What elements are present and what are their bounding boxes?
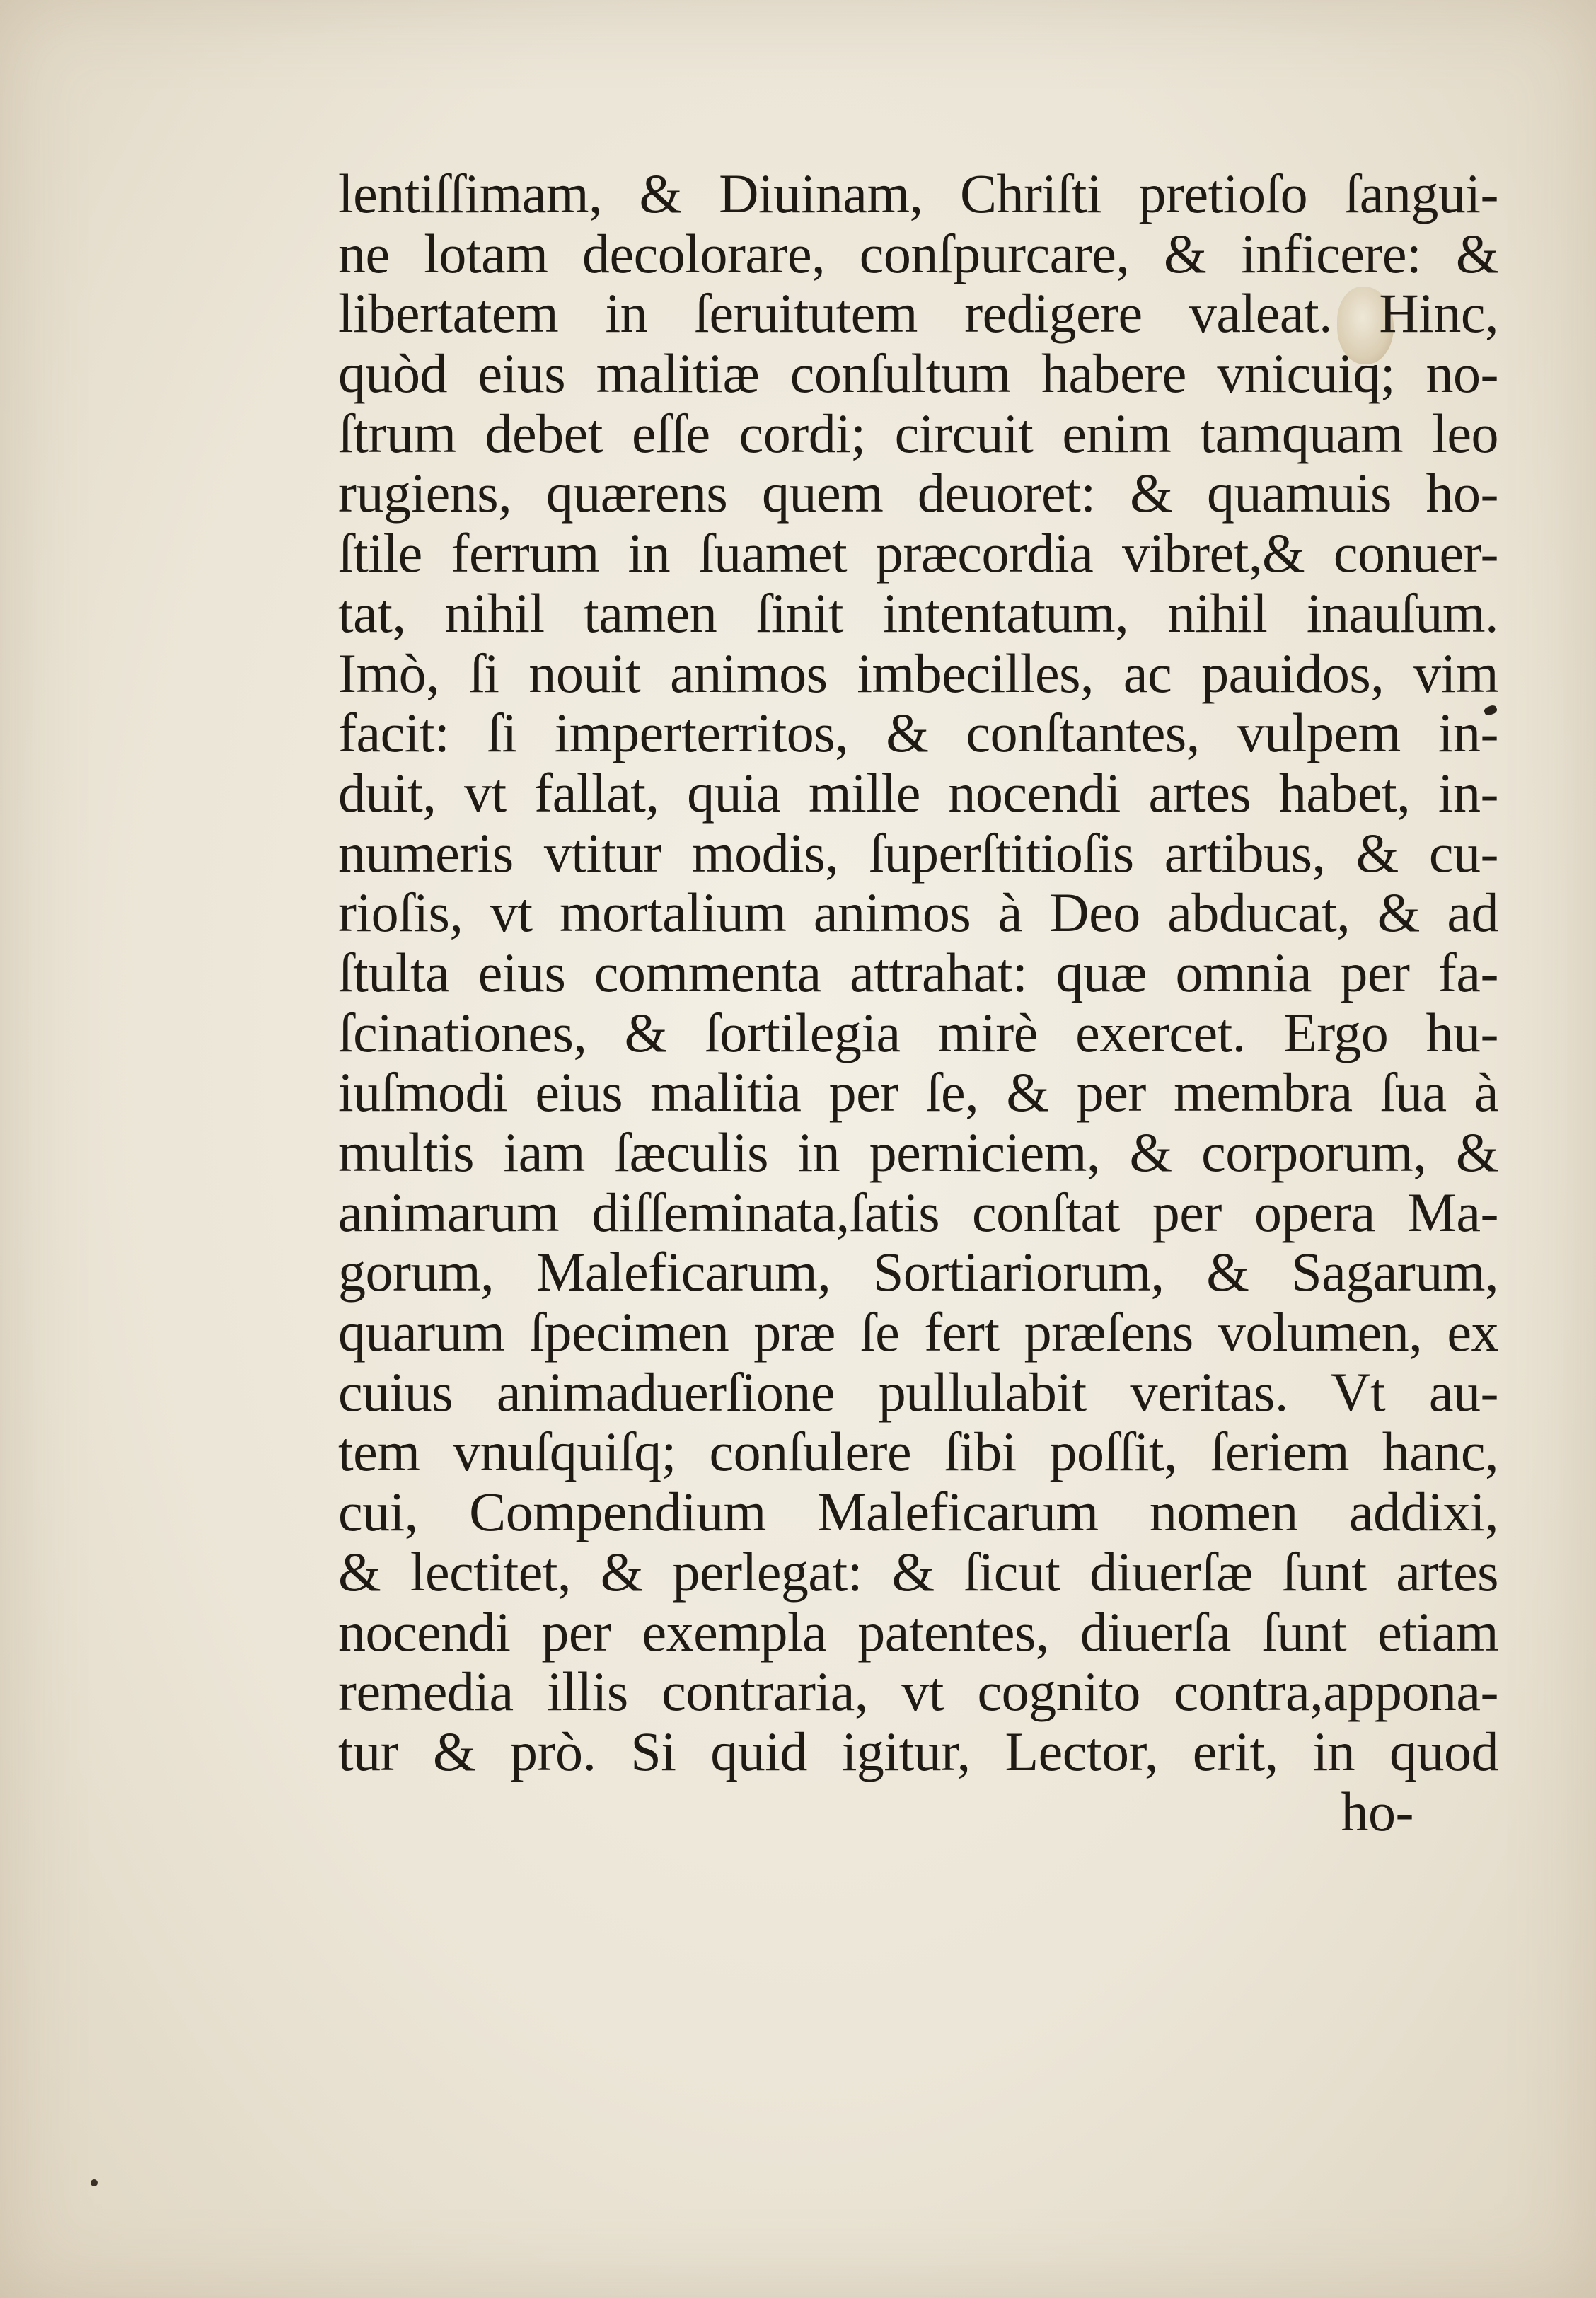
text-line: & lectitet, & perlegat: & ſicut diuerſæ ſunt artes (338, 1540, 1498, 1603)
body-text (338, 164, 1498, 1842)
text-line: ne lotam decolorare, conſpurcare, & inficere: & (338, 222, 1498, 284)
text-line: libertatem in ſeruitutem redigere valeat. Hinc, (338, 282, 1498, 345)
text-line: tur & prò. Si quid igitur, Lector, erit, in quod (338, 1720, 1498, 1782)
text-line: Imò, ſi nouit animos imbecilles, ac pauidos, vim (338, 642, 1498, 704)
text-line: quòd eius malitiæ conſultum habere vnicuiq; no- (338, 342, 1498, 405)
text-line: ſtile ferrum in ſuamet præcordia vibret,& conuer- (338, 522, 1498, 584)
text-line: facit: ſi imperterritos, & conſtantes, vulpem in- (338, 702, 1498, 764)
text-line: remedia illis contraria, vt cognito contra,appona- (338, 1661, 1498, 1723)
text-line: rugiens, quærens quem deuoret: & quamuis ho- (338, 462, 1498, 524)
ink-speck (91, 2179, 98, 2186)
text-line: ſcinationes, & ſortilegia mirè exercet. Ergo hu- (338, 1001, 1498, 1063)
text-line: rioſis, vt mortalium animos à Deo abducat, & ad (338, 882, 1498, 944)
text-line: ſtulta eius commenta attrahat: quæ omnia per fa- (338, 941, 1498, 1003)
text-line: iuſmodi eius malitia per ſe, & per membra ſua à (338, 1061, 1498, 1124)
text-line: animarum diſſeminata,ſatis conſtat per opera Ma- (338, 1181, 1498, 1243)
text-line: duit, vt fallat, quia mille nocendi artes habet, in- (338, 761, 1498, 824)
text-line: cui, Compendium Maleficarum nomen addixi, (338, 1481, 1498, 1543)
text-line: numeris vtitur modis, ſuperſtitioſis artibus, & cu- (338, 821, 1498, 884)
text-line: nocendi per exempla patentes, diuerſa ſunt etiam (338, 1600, 1498, 1663)
text-line: lentiſſimam, & Diuinam, Chriſti pretioſo ſangui- (338, 163, 1498, 224)
text-line: multis iam ſæculis in perniciem, & corporum, & (338, 1121, 1498, 1183)
catchword: ho- (1341, 1780, 1413, 1842)
text-line: cuius animaduerſione pullulabit veritas. Vt au- (338, 1361, 1498, 1423)
text-line: quarum ſpecimen præ ſe fert præſens volumen, ex (338, 1301, 1498, 1363)
text-line: ſtrum debet eſſe cordi; circuit enim tamquam leo (338, 402, 1498, 464)
text-line: tat, nihil tamen ſinit intentatum, nihil inauſum. (338, 582, 1498, 644)
text-line: gorum, Maleficarum, Sortiariorum, & Sagarum, (338, 1241, 1498, 1303)
text-line: tem vnuſquiſq; conſulere ſibi poſſit, ſeriem hanc, (338, 1421, 1498, 1483)
